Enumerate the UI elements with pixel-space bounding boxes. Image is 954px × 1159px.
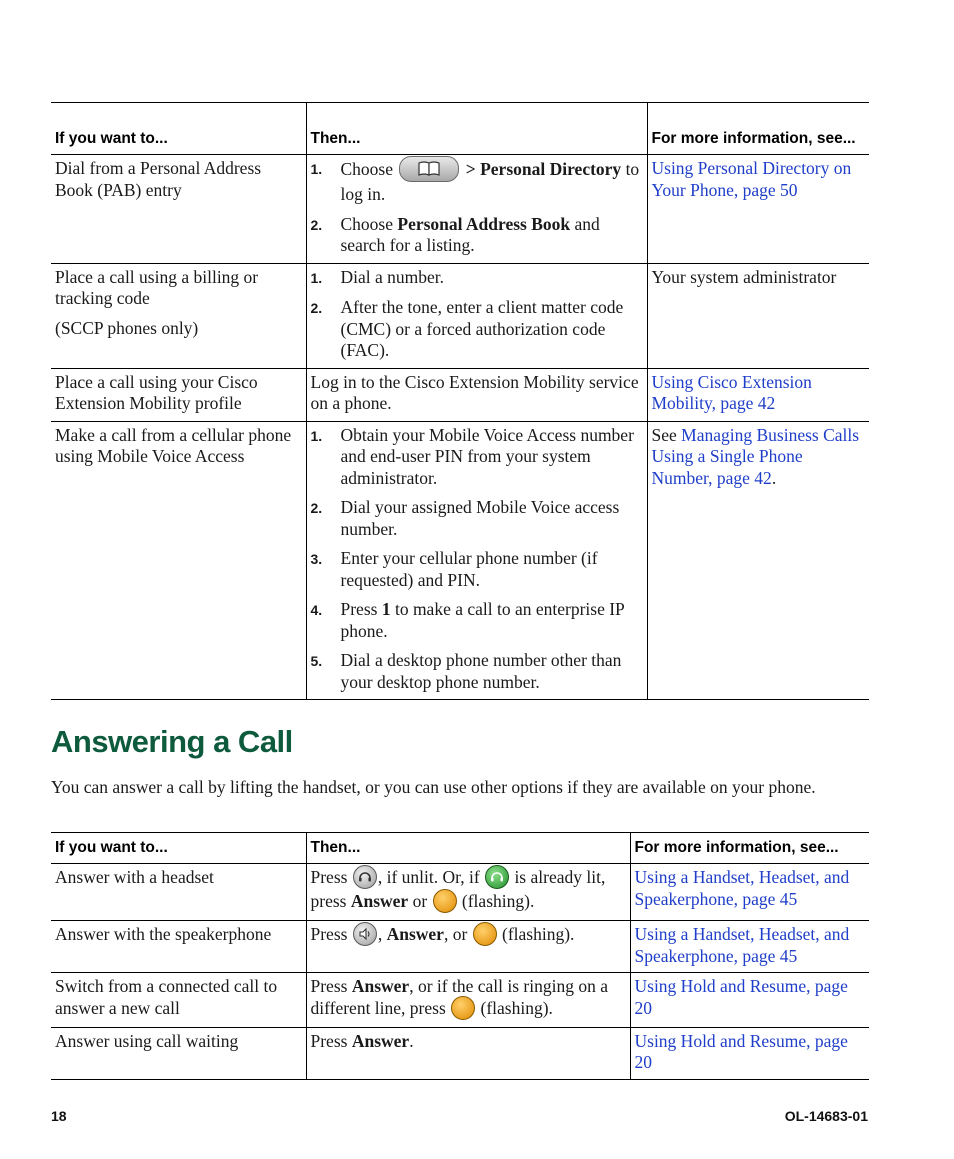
header-more-info: For more information, see... bbox=[630, 833, 869, 864]
then-bold-text: Answer bbox=[351, 976, 410, 996]
row-want: Switch from a connected call to answer a new call bbox=[55, 976, 278, 1018]
row-then bbox=[306, 421, 647, 700]
table-row bbox=[51, 1027, 869, 1079]
table-row bbox=[51, 864, 869, 921]
reference-link[interactable]: Using a Handset, Headset, and Speakerphone, page 45 bbox=[634, 924, 850, 966]
row-want: Answer using call waiting bbox=[55, 1030, 239, 1051]
step bbox=[311, 548, 643, 591]
step-text bbox=[341, 158, 643, 206]
step bbox=[311, 599, 643, 642]
row-then bbox=[306, 973, 630, 1028]
header-more-info: For more information, see... bbox=[647, 103, 869, 155]
line-button-flashing-icon bbox=[433, 889, 457, 913]
step bbox=[311, 297, 643, 362]
section-intro: You can answer a call by lifting the handset, or you can use other options if they are available on your phone. bbox=[51, 777, 816, 797]
reference-link[interactable]: Managing Business Calls Using a Single Phone Number, page 42 bbox=[651, 424, 860, 488]
then-bold-text: Answer bbox=[350, 891, 409, 912]
document-id: OL-14683-01 bbox=[784, 1108, 868, 1124]
step-text: Obtain your Mobile Voice Access number and end-user PIN from your system administrator. bbox=[340, 424, 634, 488]
row-then bbox=[306, 263, 647, 368]
table-row bbox=[51, 973, 869, 1028]
header-want: If you want to... bbox=[55, 130, 168, 147]
step-text bbox=[341, 599, 643, 642]
step-text-part: to log in. bbox=[340, 159, 640, 204]
table-row bbox=[51, 421, 869, 700]
step-text: Enter your cellular phone number (if requested) and PIN. bbox=[340, 548, 598, 590]
table-row bbox=[51, 155, 869, 264]
reference-link[interactable]: Using Hold and Resume, page 20 bbox=[634, 1030, 848, 1072]
reference-link[interactable]: Using Cisco Extension Mobility, page 42 bbox=[651, 371, 812, 413]
table-header-row bbox=[51, 833, 869, 864]
then-text: , if unlit. Or, if bbox=[377, 867, 480, 888]
header-then: Then... bbox=[306, 833, 630, 864]
table-row bbox=[51, 263, 869, 368]
step-text-part: Choose bbox=[340, 213, 393, 234]
see-text: See bbox=[651, 424, 677, 445]
then-text: , or bbox=[443, 924, 468, 945]
row-want: Make a call from a cellular phone using Mobile Voice Access bbox=[55, 424, 292, 466]
then-text: Press bbox=[310, 867, 348, 888]
row-want: Answer with the speakerphone bbox=[55, 924, 272, 944]
step-number: 4. bbox=[310, 602, 323, 618]
step-number: 1. bbox=[310, 427, 323, 444]
step-text: Dial your assigned Mobile Voice access number. bbox=[340, 497, 620, 539]
step-text-part: and search for a listing. bbox=[340, 213, 600, 255]
table-header-row bbox=[51, 103, 869, 155]
then-text: or bbox=[412, 891, 428, 912]
then-text: is already lit, press bbox=[310, 867, 606, 912]
period-text: . bbox=[771, 467, 777, 488]
row-more-info bbox=[630, 921, 869, 973]
reference-link[interactable]: Using Personal Directory on Your Phone, page 50 bbox=[651, 158, 852, 200]
step-number: 1. bbox=[310, 161, 323, 177]
header-then: Then... bbox=[306, 103, 647, 155]
then-text: Press bbox=[310, 1030, 348, 1051]
want-text: Place a call using a billing or tracking code bbox=[55, 266, 259, 308]
headset-button-lit-icon bbox=[485, 865, 509, 889]
row-more-info bbox=[630, 1027, 869, 1079]
step-bold-text: 1 bbox=[381, 599, 391, 619]
step-bold-text: > Personal Directory bbox=[465, 159, 622, 180]
page-number: 18 bbox=[51, 1108, 67, 1124]
step-text bbox=[341, 214, 643, 257]
row-then bbox=[306, 864, 630, 921]
line-button-flashing-icon bbox=[451, 996, 475, 1020]
row-then bbox=[306, 155, 647, 264]
step bbox=[311, 425, 643, 490]
row-then bbox=[306, 921, 630, 973]
then-text: (flashing). bbox=[461, 891, 535, 912]
then-text: . bbox=[409, 1030, 414, 1051]
step-text-part: to make a call to an enterprise IP phone. bbox=[340, 599, 625, 641]
row-want: Dial from a Personal Address Book (PAB) entry bbox=[55, 158, 262, 200]
headset-button-unlit-icon bbox=[353, 865, 377, 889]
then-text: , bbox=[377, 924, 383, 945]
line-button-flashing-icon bbox=[473, 922, 497, 946]
row-more-info bbox=[647, 421, 869, 700]
then-text: Press bbox=[310, 976, 348, 996]
row-more-info: Your system administrator bbox=[647, 263, 869, 368]
step-text: Dial a number. bbox=[340, 266, 445, 287]
then-bold-text: Answer bbox=[386, 924, 444, 945]
step-text: After the tone, enter a client matter code (CMC) or a forced authorization code (FAC). bbox=[340, 297, 624, 360]
step bbox=[311, 497, 643, 540]
step bbox=[311, 158, 643, 206]
step-text: Dial a desktop phone number other than your desktop phone number. bbox=[340, 650, 622, 692]
row-then bbox=[306, 1027, 630, 1079]
answering-options-table bbox=[51, 832, 869, 1080]
then-text: (flashing). bbox=[480, 997, 553, 1018]
step bbox=[311, 214, 643, 257]
then-text: Press bbox=[310, 924, 348, 945]
table-row bbox=[51, 921, 869, 973]
then-bold-text: Answer bbox=[351, 1030, 410, 1051]
dialing-options-table bbox=[51, 102, 869, 700]
step-text-part: Press bbox=[340, 599, 378, 619]
step bbox=[311, 650, 643, 693]
step-number: 1. bbox=[310, 269, 323, 286]
table-row bbox=[51, 368, 869, 421]
directories-book-button-icon bbox=[399, 156, 459, 182]
step-bold-text: Personal Address Book bbox=[397, 213, 571, 234]
step bbox=[311, 267, 643, 290]
row-want bbox=[51, 263, 306, 368]
speaker-button-icon bbox=[353, 922, 377, 946]
step-text-part: Choose bbox=[340, 159, 393, 180]
step-number: 2. bbox=[310, 300, 323, 316]
header-want: If you want to... bbox=[55, 839, 168, 856]
reference-link[interactable]: Using Hold and Resume, page 20 bbox=[634, 976, 848, 1018]
row-then: Log in to the Cisco Extension Mobility service on a phone. bbox=[306, 368, 647, 421]
row-more-info bbox=[630, 973, 869, 1028]
reference-link[interactable]: Using a Handset, Headset, and Speakerphone, page 45 bbox=[634, 867, 850, 909]
row-want: Place a call using your Cisco Extension Mobility profile bbox=[55, 371, 258, 413]
row-want: Answer with a headset bbox=[55, 867, 214, 887]
row-more-info bbox=[647, 368, 869, 421]
row-more-info bbox=[630, 864, 869, 921]
section-title: Answering a Call bbox=[51, 724, 293, 759]
then-text: , or if the call is ringing on a different line, press bbox=[310, 976, 608, 1018]
step-number: 2. bbox=[310, 500, 323, 516]
step-number: 3. bbox=[310, 551, 323, 567]
step-number: 2. bbox=[310, 216, 323, 233]
then-text: (flashing). bbox=[502, 924, 575, 945]
want-note: (SCCP phones only) bbox=[55, 317, 199, 338]
step-number: 5. bbox=[310, 653, 323, 669]
row-more-info bbox=[647, 155, 869, 264]
